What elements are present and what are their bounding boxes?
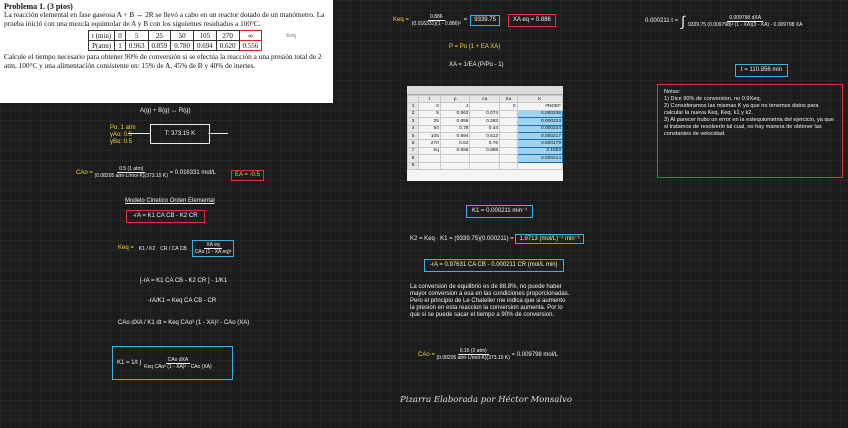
cao-denominator: (0.08205 atm·L/mol·K)(373.15 K): [94, 173, 168, 179]
row-header[interactable]: 2: [408, 110, 419, 117]
cao2-equation: [418, 348, 558, 361]
sheet-cell[interactable]: 0.000179: [517, 140, 562, 147]
table-cell: 5: [125, 31, 148, 41]
cao-equation: [76, 166, 216, 179]
col-header: t: [419, 96, 441, 103]
time-integral-fraction: [688, 15, 803, 28]
time-integral: [645, 14, 802, 28]
reactor-inlet-line: [128, 133, 150, 134]
row-header[interactable]: 6: [408, 140, 419, 147]
sheet-cell[interactable]: 0.62: [440, 140, 470, 147]
k2-calculation: [410, 236, 584, 243]
table-cell: 270: [216, 31, 239, 41]
credit-signature: Pizarra Elaborada por Héctor Monsalvo: [400, 395, 572, 405]
table-row: [408, 155, 563, 162]
pressure-equation: P = Po (1 + EA XA): [449, 44, 501, 50]
model-title: Modelo Cinetico Orden Elemental: [125, 198, 215, 204]
sheet-cell[interactable]: 0.612: [470, 132, 500, 139]
table-cell: 1: [115, 41, 126, 51]
table-header-t: t (min): [89, 31, 115, 41]
row-header[interactable]: 4: [408, 125, 419, 132]
cao-lhs: CAo =: [76, 170, 93, 177]
sheet-cell[interactable]: 0: [419, 103, 441, 110]
sheet-cell[interactable]: 1: [440, 103, 470, 110]
sheet-cell[interactable]: [500, 118, 517, 125]
sheet-cell[interactable]: 0.000217: [517, 132, 562, 139]
sheet-cell[interactable]: [470, 155, 500, 162]
time-integral-lhs: 0.000211 t =: [645, 17, 679, 24]
equilibrium-paragraph: La conversion de equilibrio es de 88.8%, no puede haber mayor conversion a esa en las condiciones proporcionadas. Pero el principio de Le Chatelier me indica que si aumento la presion en esta reaccion la conversion aumenta. Por lo que si se puede sacar el tiempo a 90% de conversion.: [410, 284, 570, 318]
keq-calculation: Keq = $\frac{0.886}{\text{(0.016331)(1 - 0.886)²}}$ = 9339.75: [393, 14, 500, 27]
table-row: [408, 125, 563, 132]
keq-k-ratio: K1 / K2: [138, 245, 156, 252]
note-item: 3) Al parecer hubo un error en la estequiometria del ejercicio, ya que si tratamos de resolverlo tal cual, no hay manera de obtener las constantes de velocidad.: [664, 117, 834, 137]
sheet-cell[interactable]: 0.78: [440, 125, 470, 132]
sheet-cell[interactable]: 0.556: [440, 147, 470, 154]
problem-text-1: La reacción elemental en fase gaseosa A + B ↔ 2R se llevó a cabo en un reactor dotado de un manómetro. La prueba inició con una mezcla equimolar de A y B con los siguientes resultados a 100°C.: [4, 10, 325, 28]
table-cell: 0.963: [125, 41, 148, 51]
table-row: [408, 103, 563, 110]
data-table: [88, 30, 262, 51]
sheet-cell[interactable]: 0.859: [440, 118, 470, 125]
cond-po: Po: 1 atm: [110, 125, 136, 131]
table-row: [89, 41, 262, 51]
cao2-result: = 0.009798 mol/L: [511, 352, 559, 359]
reactor-box: T: 373.15 K: [150, 124, 210, 144]
table-row: [408, 110, 563, 117]
sheet-cell[interactable]: #NDEF: [517, 103, 562, 110]
table-cell: 0.620: [216, 41, 239, 51]
keq-xa-box: [192, 240, 235, 257]
time-integral-denominator: 9339.75 (0.009798)² (1 - XA)(3 - XA) - 0.009798 XA: [687, 21, 803, 28]
sheet-cell[interactable]: 0.76: [470, 140, 500, 147]
xa-eq-box: XA eq = 0.886: [508, 14, 556, 27]
sheet-cell[interactable]: 25: [419, 118, 441, 125]
k2-result-box: 1.9713 (mol/L)⁻² min⁻¹: [515, 234, 583, 244]
sheet-cell[interactable]: 0.000236: [517, 110, 562, 117]
col-header: ca: [470, 96, 500, 103]
eq-step-1: [-rA = K1 CA CB - K2 CR ] · 1/K1: [140, 278, 228, 284]
keq-calc-fraction: [412, 14, 461, 27]
sheet-cell[interactable]: [470, 103, 500, 110]
table-row: [408, 118, 563, 125]
spreadsheet-table: [407, 95, 563, 170]
row-header[interactable]: 3: [408, 118, 419, 125]
table-row: [408, 96, 563, 103]
time-result-box: t = 110.856 min: [735, 64, 788, 77]
col-header: Xa: [500, 96, 517, 103]
row-header[interactable]: 1: [408, 103, 419, 110]
table-cell: 0.694: [194, 41, 217, 51]
integral-numerator: CAo dXA: [167, 356, 189, 363]
conversion-equation: XA = 1/EA (P/Po - 1): [449, 62, 504, 68]
table-cell: 25: [148, 31, 171, 41]
ea-box: EA = -0.5: [231, 170, 264, 181]
note-item: 1) Dice 90% de conversion, no 0.9Xeq.: [664, 96, 762, 102]
table-row: [408, 147, 563, 154]
sheet-cell[interactable]: 0.44: [470, 125, 500, 132]
sheet-cell[interactable]: [419, 162, 441, 169]
time-integral-numerator: 0.009798 dXA: [729, 14, 762, 21]
sheet-cell[interactable]: [500, 155, 517, 162]
rate-law-numeric-box: -rA = 0.97631 CA CB - 0.000211 CR (mol/L min): [424, 259, 564, 272]
keq-calc-lhs: Keq =: [393, 17, 409, 23]
sheet-cell[interactable]: 270: [419, 140, 441, 147]
sheet-cell[interactable]: 0.888: [470, 147, 500, 154]
keq-lhs: Keq =: [118, 245, 134, 251]
eq-step-3: CAo dXA / K1 dt = Keq CAo² (1 - XA)² - CAo (XA): [118, 320, 250, 326]
problem-title: Problema 1. (3 ptos): [4, 2, 73, 11]
keq-calc-numerator: 0.886: [430, 14, 443, 20]
table-cell: 50: [171, 31, 194, 41]
integral-lhs: K1 = 1/t ∫: [117, 359, 142, 366]
sheet-cell[interactable]: [500, 147, 517, 154]
notes-title: Notas:: [664, 89, 681, 95]
sheet-cell[interactable]: eq: [419, 147, 441, 154]
sheet-cell[interactable]: 0.963: [440, 110, 470, 117]
col-header: p: [440, 96, 470, 103]
sheet-cell[interactable]: [500, 140, 517, 147]
table-row: [408, 162, 563, 169]
col-header: K: [517, 96, 562, 103]
sheet-cell[interactable]: [419, 155, 441, 162]
row-header[interactable]: 7: [408, 147, 419, 154]
sheet-cell[interactable]: [500, 110, 517, 117]
sheet-cell[interactable]: [440, 155, 470, 162]
keq-calc-denominator: (0.016331)(1 - 0.886)²: [411, 21, 461, 27]
problem-text-2: Calcule el tiempo necesario para obtener 90% de conversión si se efectúa la reacción a una presión total de 2 atm, 100°C y una alimentación consistente en: 15% de A, 45% de B y 40% de inertes.: [4, 52, 322, 70]
sheet-cell[interactable]: 0.1553: [517, 147, 562, 154]
sheet-cell[interactable]: 0.694: [440, 132, 470, 139]
integral-fraction: [144, 357, 212, 370]
table-cell: 0.556: [239, 41, 262, 51]
sheet-cell[interactable]: 0.282: [470, 118, 500, 125]
cond-ybo: yBo: 0.5: [110, 139, 133, 145]
reactor-outlet-line: [208, 133, 228, 134]
sheet-cell[interactable]: 0: [500, 103, 517, 110]
cao-result: = 0.016331 mol/L: [169, 170, 217, 177]
k2-lhs: K2 = Keq · K1 = (9339.75)(0.000211) =: [410, 236, 514, 242]
sheet-cell[interactable]: 5: [419, 110, 441, 117]
table-cell: ∞: [239, 31, 262, 41]
keq-handwritten-note: Keq: [286, 33, 296, 40]
sheet-cell[interactable]: [500, 125, 517, 132]
sheet-cell[interactable]: 0.000223: [517, 118, 562, 125]
sheet-cell[interactable]: 0.074: [470, 110, 500, 117]
table-cell: 0: [115, 31, 126, 41]
row-header[interactable]: 8: [408, 155, 419, 162]
note-item: 2) Consideramos las mismas K ya que no tenemos datos para calcular la nueva Keq, Keq, k1 y k2.: [664, 103, 819, 116]
notes-box: [657, 84, 843, 178]
cao2-lhs: CAo =: [418, 352, 435, 359]
rate-law-box: -rA = K1 CA CB - K2 CR: [126, 210, 205, 223]
keq-definition: [118, 240, 234, 257]
k1-integral-box: [112, 346, 233, 380]
sheet-cell[interactable]: [500, 132, 517, 139]
cao2-numerator: 0.15 (2 atm): [459, 348, 487, 354]
col-header: [408, 96, 419, 103]
sheet-cell[interactable]: 105: [419, 132, 441, 139]
cao2-fraction: [437, 348, 510, 361]
cao-fraction: [95, 166, 168, 179]
integral-denominator: Keq CAo² (1 - XA)² - CAo (XA): [144, 363, 212, 370]
keq-result-box: 9339.75: [470, 15, 500, 26]
problem-statement: [0, 0, 333, 103]
row-header[interactable]: 9: [408, 162, 419, 169]
cao-numerator: 0.5 (1 atm): [119, 166, 144, 172]
spreadsheet-window: [407, 86, 563, 181]
spreadsheet-toolbar: [407, 86, 563, 95]
row-header[interactable]: 5: [408, 132, 419, 139]
sheet-cell[interactable]: 0.000214: [517, 155, 562, 162]
table-cell: 105: [194, 31, 217, 41]
initial-conditions: [110, 125, 136, 146]
sheet-cell[interactable]: [500, 162, 517, 169]
table-row: [408, 132, 563, 139]
keq-xa-numerator: XA eq: [206, 242, 220, 248]
sheet-cell[interactable]: [517, 162, 562, 169]
eq-step-2: -rA/K1 = Keq CA CB - CR: [148, 298, 217, 304]
k1-result-box: K1 = 0.000211 min⁻¹: [466, 205, 533, 218]
sheet-cell[interactable]: [440, 162, 470, 169]
sheet-cell[interactable]: 0.000224: [517, 125, 562, 132]
cond-yao: yAo: 0.5: [110, 132, 133, 138]
cao2-denominator: (0.08205 atm·L/mol·K)(373.15 K): [436, 355, 510, 361]
table-row: [408, 140, 563, 147]
table-row: [89, 31, 262, 41]
sheet-cell[interactable]: 50: [419, 125, 441, 132]
table-cell: 0.859: [148, 41, 171, 51]
table-header-p: P(atm): [89, 41, 115, 51]
keq-c-ratio: CR / CA CB: [160, 245, 187, 252]
sheet-cell[interactable]: [470, 162, 500, 169]
reaction-equation: A(g) + B(g) ↔ R(g): [140, 108, 191, 114]
keq-xa-denominator: CAo (1 - XA eq)²: [194, 249, 232, 255]
table-cell: 0.780: [171, 41, 194, 51]
integral-sign-icon: ∫: [681, 13, 685, 29]
